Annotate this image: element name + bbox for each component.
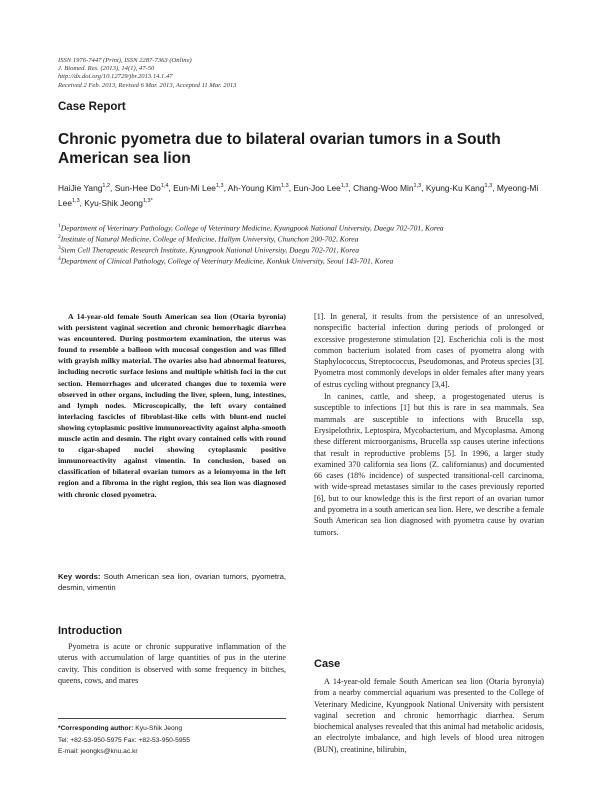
paragraph-1: [1]. In general, it results from the persistence of an unresolved, nonspecific bacterial infection during periods of prolonged or excessive progesterone stimulation [2]. Escherichia coli is the most common bacterium isolated from cases of pyometra along with Staphylococcus, Streptococcus, Pseudomonas, and Proteus species [3]. Pyometra most commonly develops in older females after many years of estrus cycling without pregnancy [3,4]. — [314, 312, 544, 389]
author-affiliation-marker: 1,3 — [413, 183, 422, 189]
affiliation-list — [58, 222, 550, 267]
author-affiliation-marker: 1,3 — [484, 183, 493, 189]
case-heading: Case — [314, 658, 341, 670]
author-affiliation-marker: 1,3 — [71, 197, 80, 204]
keywords — [58, 571, 286, 593]
received-dates: Received 2 Feb. 2013, Revised 6 Mar. 2013, Accepted 11 Mar. 2013 — [58, 81, 237, 89]
affiliation-item: $^3$Stem Cell Therapeutic Research Institute, Kyungpook National University, Daegu 702-701, Korea — [58, 245, 360, 255]
footnote-divider — [58, 718, 286, 719]
author-name: Chang-Woo Min$^{1,3}$ — [353, 182, 422, 193]
abstract — [58, 311, 286, 500]
introduction-text: Pyometra is acute or chronic suppurative inflammation of the uterus with accumulation of large quantities of pus in the uterine cavity. This condition is observed with some frequency in bitches, queens, cows, and mares — [58, 642, 286, 686]
author-affiliation-marker: 1,3 — [340, 183, 349, 189]
corresponding-label: *Corresponding author: — [58, 725, 134, 732]
corresponding-phone: Tel: +82-53-950-5975 Fax: +82-53-950-5955 — [58, 736, 190, 744]
abstract-text: A 14-year-old female South American sea lion (Otaria byronia) with persistent vaginal secretion and chronic hemorrhagic diarrhea was encountered. During postmortem examination, the uterus was found to resemble a balloon with mucosal congestion and was filled with grayish milky material. The ovaries also had abnormal features, including necrotic surface lesions and multiple whitish foci in the cut section. Hemorrhages and ulcerated changes due to toxemia were observed in other organs, including the liver, spleen, lung, intestines, and lymph nodes. Microscopically, the left ovary contained interlacing fascicles of fibroblast-like cells with blunt-end nuclei showing cytoplasmic positive immunoreactivity against alpha-smooth muscle actin and desmin. The right ovary contained cells with round to cigar-shaped nuclei showing cytoplasmic positive immunoreactivity against vimentin. In conclusion, based on classification of bilateral ovarian tumors as a leiomyoma in the left region and a fibroma in the right region, this sea lion was diagnosed with chronic closed pyometra. — [58, 312, 286, 499]
issn-line: ISSN 1976-7447 (Print), ISSN 2287-7363 (Online) — [58, 57, 192, 64]
author-name: HaiJie Yang$^{1,2}$ — [58, 182, 111, 193]
affiliation-number: 3 — [58, 245, 61, 252]
paragraph-2: In canines, cattle, and sheep, a progestogenated uterus is susceptible to infections [1] but this is rare in sea mammals. Sea mammals are susceptible to infections with Brucella ssp, Erysipelothrix, Leptospira, Mycobacterium, and Mycoplasma. Among these different microorganisms, Brucella ssp causes uterine infections that result in reproductive problems [5]. In 1996, a larger study examined 370 california sea lions (Z. californianus) and documented 66 cases (18% incidence) of suspected transitional-cell carcinoma, with wide-spread metastases similar to the cases previously reported [6], but to our knowledge this is the first report of an ovarian tumor and pyometra in a south american sea lion. Here, we describe a female South American sea lion diagnosed with pyometra cause by ovarian tumors. — [314, 392, 544, 537]
case-text: A 14-year-old female South American sea lion (Otaria byronyia) from a nearby commercial aquarium was presented to the College of Veterinary Medicine, Kyungpook National University with persistent vaginal secretion and chronic hemorrhagic diarrhea. Serum biochemical analyses revealed that this animal had metabolic acidosis, an electrolyte imbalance, and high levels of blood urea nitrogen (BUN), creatinine, bilirubin, — [314, 677, 544, 754]
affiliation-item: $^2$Institute of Natural Medicine, College of Medicine, Hallym University, Chunchon 200-702, Korea — [58, 234, 359, 244]
author-name: Eun-Joo Lee$^{1,3}$ — [293, 182, 349, 193]
corresponding-author — [58, 723, 190, 758]
author-name: Kyu-Shik Jeong$^{1,3*}$ — [84, 197, 153, 208]
author-name: Sun-Hee Do$^{1,4}$ — [114, 182, 169, 193]
author-list: HaiJie Yang$^{1,2}$, Sun-Hee Do$^{1,4}$, Eun-Mi Lee$^{1,3}$, Ah-Young Kim$^{1,3}$, Eun-Joo Lee$^{1,3}$, Chang-Woo Min$^{1,3}$, Kyung-Ku Kang$^{1,3}$, Myeong-Mi Lee$^{1,3}$, Kyu-Shik Jeong$^{1,3*}$ — [58, 182, 539, 208]
author-affiliation-marker: 1,3 — [281, 183, 289, 189]
author-name: Eun-Mi Lee$^{1,3}$ — [173, 182, 224, 193]
author-name: Ah-Young Kim$^{1,3}$ — [227, 182, 289, 193]
doi-link[interactable]: http://dx.doi.org/10.12729/jbr.2013.14.1.47 — [58, 73, 173, 81]
author-affiliation-marker: 1,2 — [102, 183, 111, 189]
article-type: Case Report — [58, 101, 126, 113]
introduction-heading: Introduction — [58, 625, 123, 637]
journal-citation: J. Biomed. Res. (2013), 14(1), 47-50 — [58, 65, 155, 73]
author-name: Kyung-Ku Kang$^{1,3}$ — [425, 182, 493, 193]
article-title: Chronic pyometra due to bilateral ovarian tumors in a South American sea lion — [58, 131, 501, 167]
corresponding-name: Kyu-Shik Jeong — [135, 725, 183, 732]
corresponding-email[interactable]: E-mail: jeongks@knu.ac.kr — [58, 748, 138, 756]
author-affiliation-marker: 1,4 — [160, 183, 169, 189]
right-column-text — [314, 311, 544, 538]
affiliation-number: 2 — [58, 234, 61, 241]
author-name: Myeong-Mi Lee$^{1,3}$ — [58, 182, 539, 208]
affiliation-number: 4 — [58, 256, 61, 263]
affiliation-number: 1 — [58, 223, 61, 229]
case-body — [314, 676, 544, 755]
affiliation-item: $^1$Department of Veterinary Pathology, College of Veterinary Medicine, Kyungpook National University, Daegu 702-701, Korea — [58, 223, 444, 233]
affiliation-item: $^4$Department of Clinical Pathology, College of Veterinary Medicine, Konkuk University, Seoul 143-701, Korea — [58, 256, 394, 266]
author-affiliation-marker: 1,3 — [215, 183, 224, 189]
keywords-label: Key words: — [58, 572, 101, 581]
journal-metadata — [58, 57, 236, 90]
introduction-body — [58, 641, 286, 687]
keywords-text: South American sea lion, ovarian tumors, pyometra, desmin, vimentin — [58, 572, 287, 593]
author-affiliation-marker: 1,3* — [142, 197, 153, 204]
